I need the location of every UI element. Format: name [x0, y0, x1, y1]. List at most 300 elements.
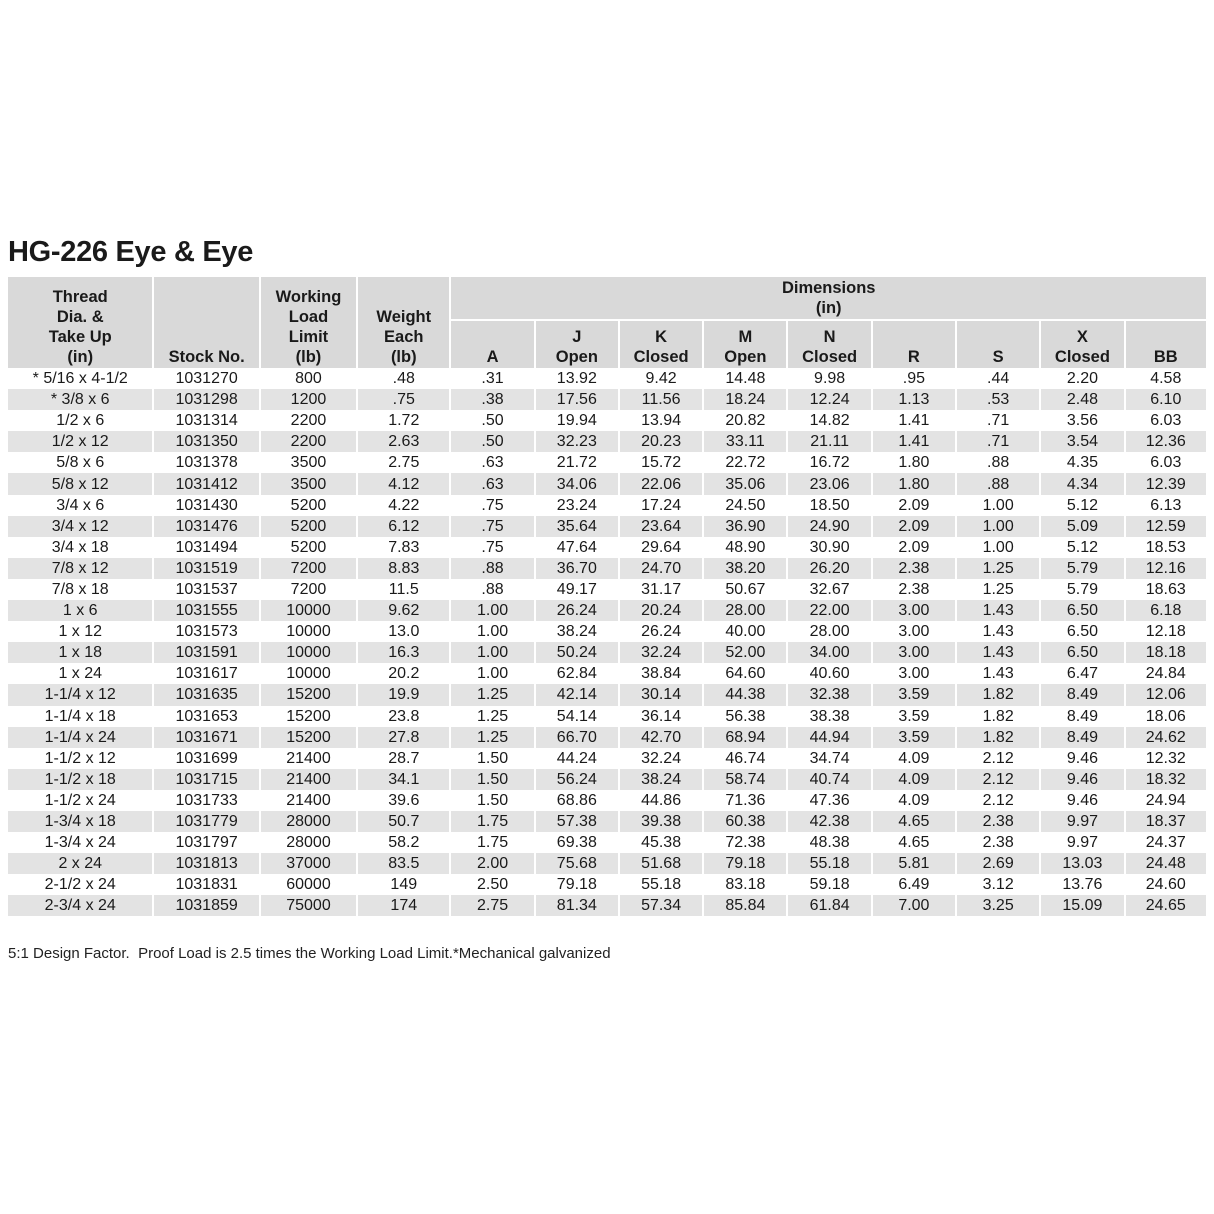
header-dim-j-line: J — [572, 328, 582, 346]
table-cell: 24.48 — [1126, 853, 1206, 874]
table-cell: 1031813 — [154, 853, 260, 874]
table-cell: 8.83 — [358, 558, 451, 579]
table-cell: 24.70 — [620, 558, 704, 579]
table-cell: 1-3/4 x 18 — [8, 811, 154, 832]
table-cell: 44.38 — [704, 684, 788, 705]
table-cell: 44.86 — [620, 790, 704, 811]
table-cell: 28.00 — [788, 621, 872, 642]
table-cell: 34.1 — [358, 769, 451, 790]
table-cell: 15200 — [261, 706, 358, 727]
table-cell: 3.00 — [873, 600, 957, 621]
table-cell: 39.38 — [620, 811, 704, 832]
table-cell: 1.82 — [957, 684, 1041, 705]
table-cell: 7.83 — [358, 537, 451, 558]
table-cell: 57.38 — [536, 811, 620, 832]
table-cell: 13.94 — [620, 410, 704, 431]
table-cell: 1031298 — [154, 389, 260, 410]
table-cell: 1.43 — [957, 642, 1041, 663]
table-cell: 52.00 — [704, 642, 788, 663]
table-cell: 1031699 — [154, 748, 260, 769]
table-cell: 24.37 — [1126, 832, 1206, 853]
header-dim-x — [1041, 321, 1125, 368]
table-cell: 4.65 — [873, 832, 957, 853]
table-cell: 71.36 — [704, 790, 788, 811]
table-cell: 36.70 — [536, 558, 620, 579]
table-row — [8, 642, 1206, 663]
table-cell: 1031270 — [154, 368, 260, 389]
header-dim-s-line: S — [992, 348, 1004, 366]
table-row — [8, 452, 1206, 473]
table-cell: 9.98 — [788, 368, 872, 389]
table-row — [8, 727, 1206, 748]
table-cell: 6.50 — [1041, 642, 1125, 663]
table-cell: 55.18 — [620, 874, 704, 895]
table-cell: 36.90 — [704, 516, 788, 537]
table-cell: .63 — [451, 452, 535, 473]
table-row — [8, 431, 1206, 452]
table-cell: .88 — [451, 558, 535, 579]
table-cell: 3500 — [261, 473, 358, 494]
header-dim-n — [788, 321, 872, 368]
table-row — [8, 811, 1206, 832]
header-dim-j-line: Open — [555, 348, 598, 366]
table-cell: 28000 — [261, 832, 358, 853]
table-cell: 58.2 — [358, 832, 451, 853]
table-cell: 1.75 — [451, 811, 535, 832]
table-cell: 1.25 — [451, 727, 535, 748]
table-cell: 1031715 — [154, 769, 260, 790]
table-cell: .50 — [451, 410, 535, 431]
header-dim-r — [873, 321, 957, 368]
table-cell: 1.80 — [873, 452, 957, 473]
table-cell: .88 — [957, 452, 1041, 473]
table-cell: 18.24 — [704, 389, 788, 410]
table-cell: 13.76 — [1041, 874, 1125, 895]
table-cell: .44 — [957, 368, 1041, 389]
table-cell: 2.12 — [957, 769, 1041, 790]
header-dimensions-group-line: Dimensions — [781, 279, 876, 297]
table-cell: 4.65 — [873, 811, 957, 832]
table-cell: 5.79 — [1041, 579, 1125, 600]
table-cell: 2.09 — [873, 537, 957, 558]
table-cell: 18.53 — [1126, 537, 1206, 558]
table-cell: 10000 — [261, 600, 358, 621]
table-cell: 8.49 — [1041, 727, 1125, 748]
table-cell: 51.68 — [620, 853, 704, 874]
table-cell: 4.12 — [358, 473, 451, 494]
table-cell: 22.72 — [704, 452, 788, 473]
table-cell: 23.06 — [788, 473, 872, 494]
table-cell: 23.24 — [536, 495, 620, 516]
table-cell: 24.84 — [1126, 663, 1206, 684]
header-dimensions-group-line: (in) — [815, 299, 842, 317]
table-row — [8, 516, 1206, 537]
table-cell: 1.00 — [451, 642, 535, 663]
table-cell: 1031430 — [154, 495, 260, 516]
table-cell: 28000 — [261, 811, 358, 832]
table-cell: 21.72 — [536, 452, 620, 473]
table-cell: 2.63 — [358, 431, 451, 452]
header-dim-k — [620, 321, 704, 368]
table-cell: 9.46 — [1041, 748, 1125, 769]
table-cell: 31.17 — [620, 579, 704, 600]
table-cell: .95 — [873, 368, 957, 389]
table-cell: 1031519 — [154, 558, 260, 579]
table-cell: 5.09 — [1041, 516, 1125, 537]
table-cell: 46.74 — [704, 748, 788, 769]
table-cell: 12.16 — [1126, 558, 1206, 579]
table-cell: .88 — [957, 473, 1041, 494]
table-cell: 2 x 24 — [8, 853, 154, 874]
table-header — [8, 277, 1206, 368]
table-cell: .48 — [358, 368, 451, 389]
table-cell: 4.35 — [1041, 452, 1125, 473]
header-dim-x-line: Closed — [1054, 348, 1110, 366]
table-cell: .63 — [451, 473, 535, 494]
table-row — [8, 389, 1206, 410]
table-cell: 2.75 — [451, 895, 535, 916]
table-cell: 7.00 — [873, 895, 957, 916]
table-cell: 20.23 — [620, 431, 704, 452]
table-cell: 13.03 — [1041, 853, 1125, 874]
header-working-load-limit-line: (lb) — [295, 348, 322, 366]
table-cell: 7200 — [261, 579, 358, 600]
table-cell: 1.82 — [957, 727, 1041, 748]
table-cell: 24.60 — [1126, 874, 1206, 895]
table-cell: 59.18 — [788, 874, 872, 895]
table-cell: 16.3 — [358, 642, 451, 663]
table-cell: 56.24 — [536, 769, 620, 790]
table-cell: 48.38 — [788, 832, 872, 853]
table-cell: 54.14 — [536, 706, 620, 727]
table-cell: 32.38 — [788, 684, 872, 705]
table-row — [8, 832, 1206, 853]
table-cell: 34.06 — [536, 473, 620, 494]
table-cell: 6.03 — [1126, 410, 1206, 431]
table-cell: 47.64 — [536, 537, 620, 558]
table-cell: .88 — [451, 579, 535, 600]
table-cell: 14.82 — [788, 410, 872, 431]
table-cell: 20.2 — [358, 663, 451, 684]
table-cell: 3.59 — [873, 727, 957, 748]
table-row — [8, 748, 1206, 769]
header-dimensions-group — [451, 277, 1206, 321]
table-cell: 1031671 — [154, 727, 260, 748]
table-cell: 2.38 — [873, 558, 957, 579]
table-cell: 1 x 12 — [8, 621, 154, 642]
header-dim-k-line: K — [655, 328, 668, 346]
table-cell: 5200 — [261, 516, 358, 537]
table-cell: 6.10 — [1126, 389, 1206, 410]
table-cell: 12.59 — [1126, 516, 1206, 537]
table-cell: 3.00 — [873, 642, 957, 663]
table-cell: 18.37 — [1126, 811, 1206, 832]
table-cell: 2-3/4 x 24 — [8, 895, 154, 916]
table-cell: 4.22 — [358, 495, 451, 516]
table-cell: 2-1/2 x 24 — [8, 874, 154, 895]
table-cell: 12.06 — [1126, 684, 1206, 705]
table-cell: 1031494 — [154, 537, 260, 558]
table-cell: 5.81 — [873, 853, 957, 874]
table-cell: 2.20 — [1041, 368, 1125, 389]
table-cell: 38.84 — [620, 663, 704, 684]
table-cell: 18.50 — [788, 495, 872, 516]
header-weight-each-line: Each — [384, 328, 424, 346]
table-cell: 18.18 — [1126, 642, 1206, 663]
table-cell: 38.38 — [788, 706, 872, 727]
table-cell: 55.18 — [788, 853, 872, 874]
table-cell: 2.12 — [957, 790, 1041, 811]
table-cell: 1.25 — [451, 684, 535, 705]
table-cell: 1031635 — [154, 684, 260, 705]
table-cell: 19.94 — [536, 410, 620, 431]
table-cell: 5.12 — [1041, 537, 1125, 558]
table-cell: 8.49 — [1041, 706, 1125, 727]
table-cell: 85.84 — [704, 895, 788, 916]
table-cell: 12.24 — [788, 389, 872, 410]
table-cell: 5200 — [261, 495, 358, 516]
table-cell: 9.62 — [358, 600, 451, 621]
table-cell: 44.94 — [788, 727, 872, 748]
table-cell: 6.50 — [1041, 600, 1125, 621]
table-cell: 3.12 — [957, 874, 1041, 895]
table-cell: 50.24 — [536, 642, 620, 663]
table-cell: 72.38 — [704, 832, 788, 853]
table-cell: 21400 — [261, 769, 358, 790]
table-cell: 4.34 — [1041, 473, 1125, 494]
table-cell: 1031617 — [154, 663, 260, 684]
table-cell: 2.48 — [1041, 389, 1125, 410]
header-working-load-limit — [261, 277, 358, 368]
header-stock-no — [154, 277, 260, 368]
table-cell: 5.12 — [1041, 495, 1125, 516]
table-cell: 8.49 — [1041, 684, 1125, 705]
table-cell: 48.90 — [704, 537, 788, 558]
table-cell: 800 — [261, 368, 358, 389]
table-cell: 1-1/2 x 18 — [8, 769, 154, 790]
table-cell: 1.50 — [451, 748, 535, 769]
table-cell: 10000 — [261, 642, 358, 663]
header-dim-j — [536, 321, 620, 368]
table-cell: 2.12 — [957, 748, 1041, 769]
table-row — [8, 684, 1206, 705]
header-dim-x-line: X — [1076, 328, 1088, 346]
header-working-load-limit-line: Load — [288, 308, 329, 326]
table-cell: 39.6 — [358, 790, 451, 811]
table-cell: 7/8 x 12 — [8, 558, 154, 579]
table-cell: 17.56 — [536, 389, 620, 410]
table-cell: * 3/8 x 6 — [8, 389, 154, 410]
header-dim-m-line: Open — [724, 348, 767, 366]
table-cell: 6.47 — [1041, 663, 1125, 684]
table-cell: .75 — [451, 516, 535, 537]
table-cell: .71 — [957, 410, 1041, 431]
table-cell: 2200 — [261, 431, 358, 452]
table-cell: 32.24 — [620, 748, 704, 769]
table-cell: 24.94 — [1126, 790, 1206, 811]
table-cell: 9.46 — [1041, 790, 1125, 811]
table-cell: .75 — [358, 389, 451, 410]
table-cell: 40.00 — [704, 621, 788, 642]
table-cell: 32.23 — [536, 431, 620, 452]
table-cell: 1031591 — [154, 642, 260, 663]
table-cell: 2.38 — [873, 579, 957, 600]
header-dim-n-line: Closed — [802, 348, 858, 366]
table-cell: .31 — [451, 368, 535, 389]
table-cell: 11.56 — [620, 389, 704, 410]
table-cell: 32.67 — [788, 579, 872, 600]
table-cell: 35.06 — [704, 473, 788, 494]
table-cell: 42.70 — [620, 727, 704, 748]
table-cell: 1031350 — [154, 431, 260, 452]
table-cell: 22.00 — [788, 600, 872, 621]
table-cell: 38.20 — [704, 558, 788, 579]
table-cell: 1031573 — [154, 621, 260, 642]
table-cell: 1 x 6 — [8, 600, 154, 621]
table-cell: 15200 — [261, 727, 358, 748]
header-dim-a-line: A — [486, 348, 499, 366]
table-cell: 3500 — [261, 452, 358, 473]
table-cell: 13.92 — [536, 368, 620, 389]
table-cell: 3.00 — [873, 621, 957, 642]
header-dim-m — [704, 321, 788, 368]
header-dim-k-line: Closed — [633, 348, 689, 366]
table-cell: 5200 — [261, 537, 358, 558]
table-cell: 26.20 — [788, 558, 872, 579]
table-cell: 1.82 — [957, 706, 1041, 727]
table-cell: 1031378 — [154, 452, 260, 473]
header-thread-line: (in) — [67, 348, 94, 366]
table-cell: 18.63 — [1126, 579, 1206, 600]
table-cell: 21.11 — [788, 431, 872, 452]
table-cell: 40.60 — [788, 663, 872, 684]
table-cell: 64.60 — [704, 663, 788, 684]
table-cell: 7/8 x 18 — [8, 579, 154, 600]
table-cell: 60000 — [261, 874, 358, 895]
table-cell: 1031653 — [154, 706, 260, 727]
table-cell: 68.94 — [704, 727, 788, 748]
table-cell: 3/4 x 6 — [8, 495, 154, 516]
table-cell: 24.90 — [788, 516, 872, 537]
table-cell: 30.14 — [620, 684, 704, 705]
table-cell: 79.18 — [536, 874, 620, 895]
table-body — [8, 368, 1206, 916]
header-thread-line: Take Up — [48, 328, 112, 346]
table-cell: 24.65 — [1126, 895, 1206, 916]
header-dim-bb — [1126, 321, 1206, 368]
table-cell: 40.74 — [788, 769, 872, 790]
table-cell: 1 x 24 — [8, 663, 154, 684]
table-cell: 37000 — [261, 853, 358, 874]
table-cell: 6.50 — [1041, 621, 1125, 642]
table-cell: 75.68 — [536, 853, 620, 874]
table-cell: 22.06 — [620, 473, 704, 494]
table-cell: 68.86 — [536, 790, 620, 811]
header-weight-each-line: (lb) — [390, 348, 417, 366]
header-stock-no-line: Stock No. — [168, 348, 245, 366]
table-cell: 4.09 — [873, 769, 957, 790]
header-dim-r-line: R — [907, 348, 920, 366]
table-cell: .71 — [957, 431, 1041, 452]
table-cell: 1-1/4 x 18 — [8, 706, 154, 727]
table-cell: 28.00 — [704, 600, 788, 621]
table-cell: 47.36 — [788, 790, 872, 811]
table-cell: 2.09 — [873, 516, 957, 537]
table-cell: 49.17 — [536, 579, 620, 600]
table-cell: .50 — [451, 431, 535, 452]
table-cell: 21400 — [261, 748, 358, 769]
table-cell: 11.5 — [358, 579, 451, 600]
table-cell: 29.64 — [620, 537, 704, 558]
table-cell: 15200 — [261, 684, 358, 705]
table-cell: 16.72 — [788, 452, 872, 473]
table-cell: 1.00 — [451, 663, 535, 684]
table-cell: 2.75 — [358, 452, 451, 473]
table-cell: 20.24 — [620, 600, 704, 621]
table-cell: 1-1/4 x 12 — [8, 684, 154, 705]
table-row — [8, 368, 1206, 389]
table-cell: 1031476 — [154, 516, 260, 537]
table-cell: 58.74 — [704, 769, 788, 790]
table-cell: 60.38 — [704, 811, 788, 832]
table-cell: 17.24 — [620, 495, 704, 516]
table-cell: .75 — [451, 495, 535, 516]
table-cell: 23.64 — [620, 516, 704, 537]
table-cell: 12.18 — [1126, 621, 1206, 642]
table-cell: 1031797 — [154, 832, 260, 853]
table-cell: 1.25 — [957, 579, 1041, 600]
table-row — [8, 769, 1206, 790]
table-cell: 50.7 — [358, 811, 451, 832]
table-cell: 1.50 — [451, 790, 535, 811]
table-cell: 9.97 — [1041, 811, 1125, 832]
table-row — [8, 473, 1206, 494]
table-cell: 6.13 — [1126, 495, 1206, 516]
table-row — [8, 495, 1206, 516]
table-cell: 57.34 — [620, 895, 704, 916]
table-cell: 1200 — [261, 389, 358, 410]
table-cell: 1.00 — [957, 495, 1041, 516]
table-cell: 1-1/2 x 12 — [8, 748, 154, 769]
table-cell: 5/8 x 12 — [8, 473, 154, 494]
table-cell: 6.12 — [358, 516, 451, 537]
table-cell: 42.14 — [536, 684, 620, 705]
table-cell: * 5/16 x 4-1/2 — [8, 368, 154, 389]
table-cell: 14.48 — [704, 368, 788, 389]
table-cell: 149 — [358, 874, 451, 895]
table-cell: 3/4 x 18 — [8, 537, 154, 558]
table-cell: 4.09 — [873, 748, 957, 769]
table-cell: 3/4 x 12 — [8, 516, 154, 537]
table-cell: 18.06 — [1126, 706, 1206, 727]
page-title: HG-226 Eye & Eye — [8, 236, 254, 268]
table-cell: 3.25 — [957, 895, 1041, 916]
table-cell: 66.70 — [536, 727, 620, 748]
table-cell: 1.75 — [451, 832, 535, 853]
table-cell: 4.09 — [873, 790, 957, 811]
table-cell: 36.14 — [620, 706, 704, 727]
table-cell: 10000 — [261, 621, 358, 642]
table-cell: 35.64 — [536, 516, 620, 537]
table-cell: 1031537 — [154, 579, 260, 600]
table-cell: 3.54 — [1041, 431, 1125, 452]
footnote: 5:1 Design Factor. Proof Load is 2.5 times the Working Load Limit.*Mechanical galvanized — [8, 945, 611, 962]
table-cell: 1.80 — [873, 473, 957, 494]
table-cell: 1031831 — [154, 874, 260, 895]
table-cell: 28.7 — [358, 748, 451, 769]
table-cell: 9.97 — [1041, 832, 1125, 853]
table-cell: 3.59 — [873, 684, 957, 705]
